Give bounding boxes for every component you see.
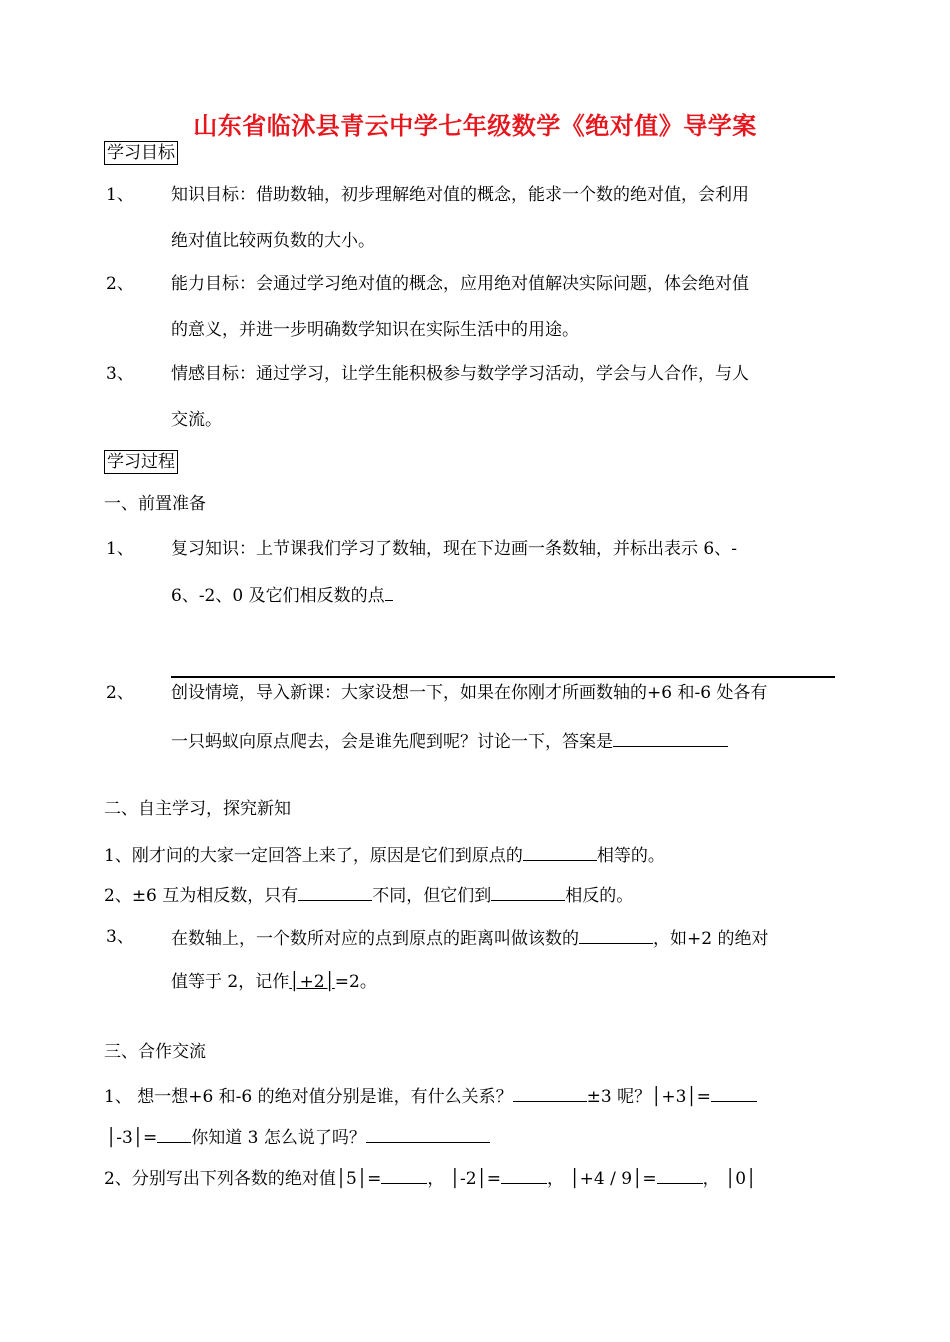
sec1-item1-number: 1、 (106, 539, 134, 559)
goal-3-line1: 情感目标：通过学习，让学生能积极参与数学学习活动，学会与人合作，与人 (171, 364, 749, 384)
blank-distance (523, 842, 597, 861)
sec2-item2: 2、±6 互为相反数，只有 不同，但它们到 相反的。 (104, 882, 633, 908)
sec1-item1-line1: 复习知识：上节课我们学习了数轴，现在下边画一条数轴，并标出表示 6、- (171, 539, 737, 559)
sec2-item3-line1: 在数轴上，一个数所对应的点到原点的距离叫做该数的 ，如+2 的绝对 (171, 925, 768, 951)
blank-short (385, 582, 393, 601)
sec2-item3-number: 3、 (106, 927, 134, 947)
process-heading: 学习过程 (104, 450, 178, 474)
blank-origin (491, 882, 565, 901)
blank-absolute-value (579, 925, 653, 944)
blank-plus3 (711, 1083, 757, 1102)
blank-minus3 (157, 1124, 191, 1143)
blank-sign (298, 882, 372, 901)
blank-explain (366, 1124, 490, 1143)
goal-2-line1: 能力目标：会通过学习绝对值的概念，应用绝对值解决实际问题，体会绝对值 (171, 274, 749, 294)
section-3-heading: 三、合作交流 (104, 1042, 206, 1062)
document-title: 山东省临沭县青云中学七年级数学《绝对值》导学案 (193, 111, 757, 140)
sec1-item2-number: 2、 (106, 683, 134, 703)
section-1-heading: 一、前置准备 (104, 494, 206, 514)
sec3-item1-line2: │-3│= 你知道 3 怎么说了吗？ (106, 1124, 490, 1150)
absolute-value-formula: │+2│ (289, 972, 335, 992)
blank-relation (513, 1083, 587, 1102)
goal-2-number: 2、 (106, 274, 134, 294)
answer-blank (613, 728, 728, 747)
goal-1-number: 1、 (106, 185, 134, 205)
blank-abs-5 (381, 1165, 427, 1184)
goal-2-line2: 的意义，并进一步明确数学知识在实际生活中的用途。 (171, 320, 579, 340)
goal-3-line2: 交流。 (171, 410, 222, 430)
blank-abs-minus2 (501, 1165, 547, 1184)
goal-3-number: 3、 (106, 364, 134, 384)
number-line-drawing-rule (171, 676, 835, 678)
sec2-item3-line2: 值等于 2，记作│+2│=2。 (171, 972, 377, 992)
sec1-item1-line2: 6、-2、0 及它们相反数的点 (171, 582, 393, 608)
goal-1-line1: 知识目标：借助数轴，初步理解绝对值的概念，能求一个数的绝对值，会利用 (171, 185, 749, 205)
sec3-item2: 2、分别写出下列各数的绝对值│5│= ， │-2│= ， │+4 / 9│= ， │0│ (104, 1165, 756, 1191)
goals-heading: 学习目标 (104, 141, 178, 165)
blank-abs-fraction (657, 1165, 703, 1184)
goal-1-line2: 绝对值比较两负数的大小。 (171, 231, 375, 251)
sec2-item1: 1、刚才问的大家一定回答上来了，原因是它们到原点的 相等的。 (104, 842, 665, 868)
sec1-item2-line2: 一只蚂蚁向原点爬去，会是谁先爬到呢？讨论一下，答案是 (171, 728, 728, 754)
section-2-heading: 二、自主学习，探究新知 (104, 799, 291, 819)
sec3-item1-line1: 1、 想一想+6 和-6 的绝对值分别是谁，有什么关系？ ±3 呢？│+3│= (104, 1083, 757, 1109)
sec1-item2-line1: 创设情境，导入新课：大家设想一下，如果在你刚才所画数轴的+6 和-6 处各有 (171, 683, 768, 703)
